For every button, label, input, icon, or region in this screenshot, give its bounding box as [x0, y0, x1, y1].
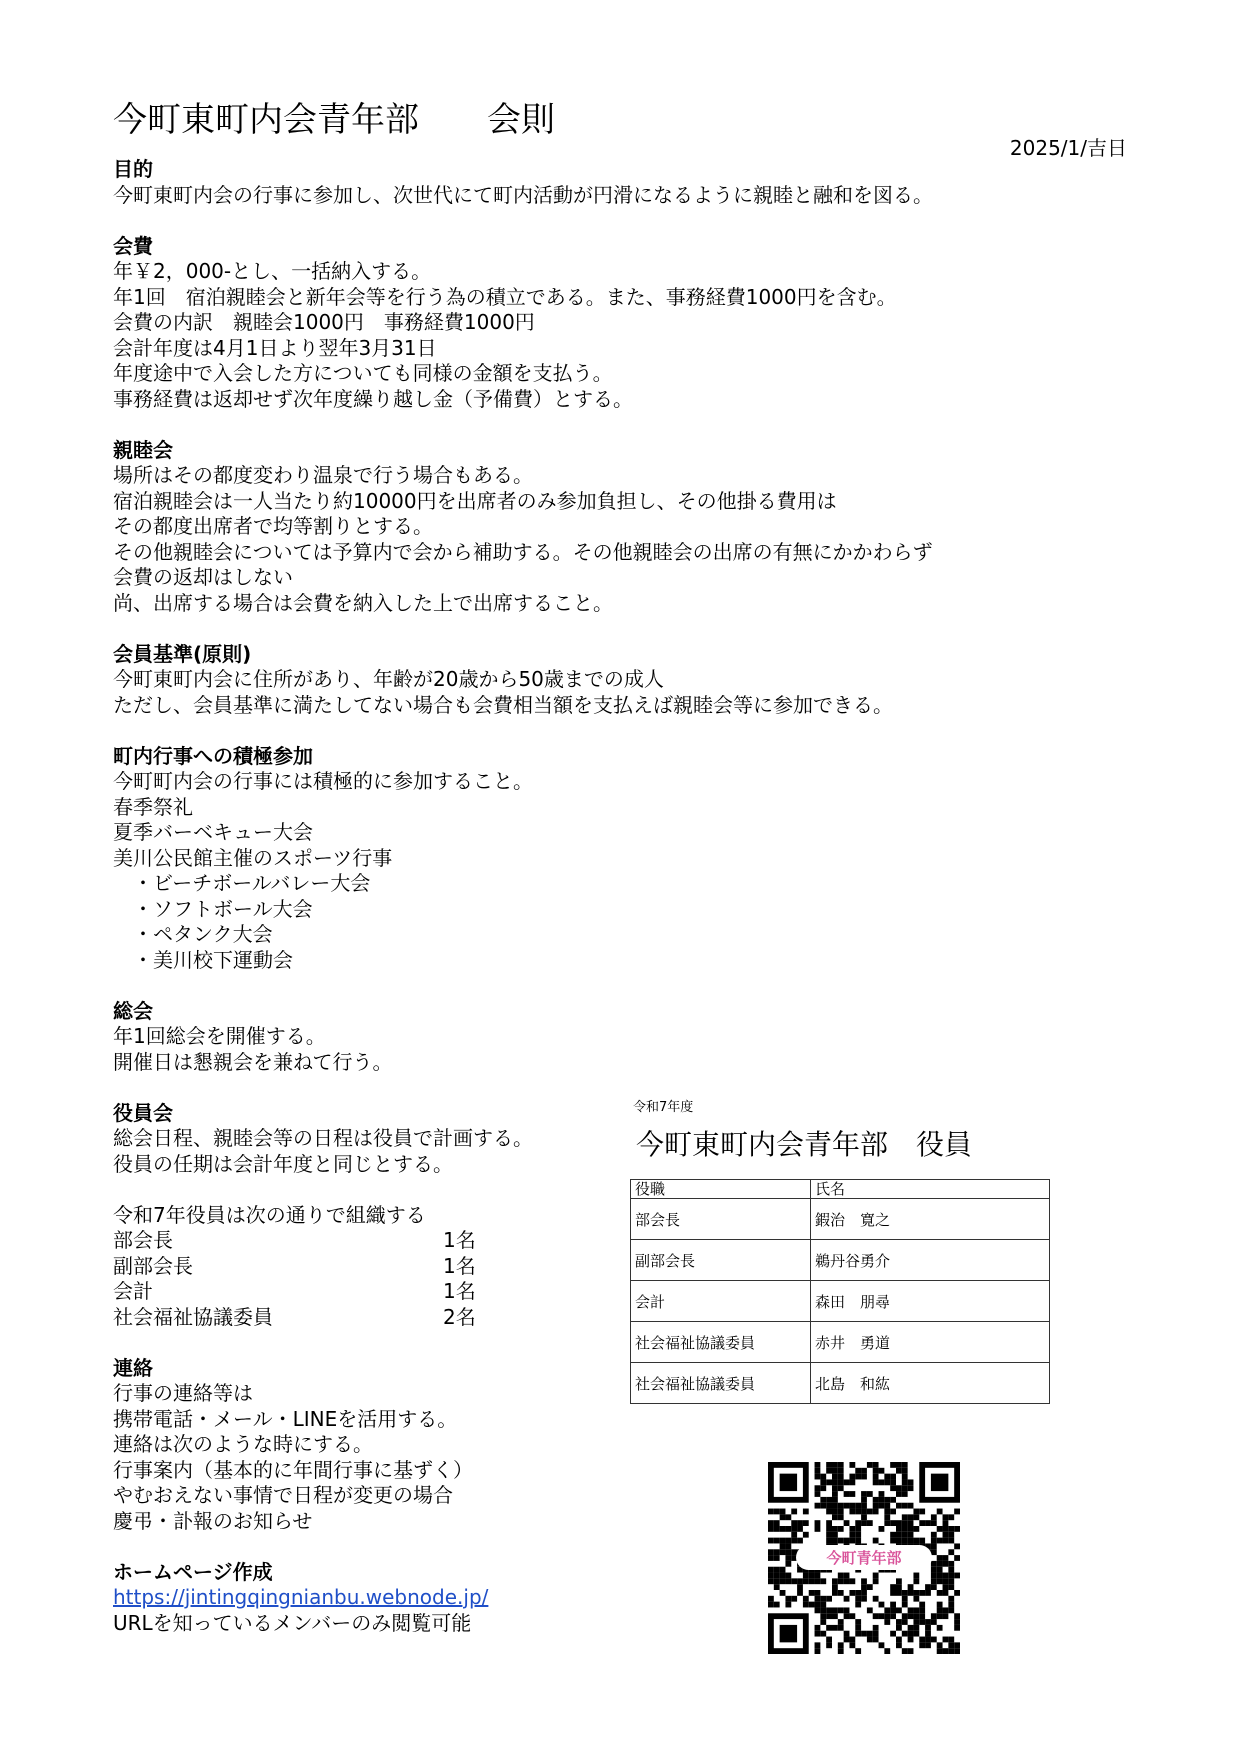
table-row	[631, 1281, 1050, 1322]
section-events	[113, 744, 1013, 974]
section-line: 連絡は次のような時にする。	[113, 1432, 373, 1456]
section-line: ただし、会員基準に満たしてない場合も会費相当額を支払えば親睦会等に参加できる。	[113, 692, 893, 717]
section-line: 総会日程、親睦会等の日程は役員で計画する。	[113, 1126, 533, 1150]
section-line: 会費の内訳 親睦会1000円 事務経費1000円	[113, 310, 535, 334]
section-line: 年度途中で入会した方についても同様の金額を支払う。	[113, 361, 613, 385]
homepage-link[interactable]: https://jintingqingnianbu.webnode.jp/	[113, 1585, 489, 1609]
section-line: 慶弔・訃報のお知らせ	[113, 1508, 313, 1533]
org-count: 1名	[443, 1253, 476, 1278]
officer-name: 鵜丹谷勇介	[811, 1240, 1050, 1281]
org-count: 1名	[443, 1228, 476, 1252]
org-row	[113, 1228, 493, 1254]
officer-role: 社会福祉協議委員	[631, 1322, 811, 1363]
section-line: ・美川校下運動会	[113, 947, 293, 972]
org-row	[113, 1279, 493, 1305]
section-line: 会費の返却はしない	[113, 565, 293, 589]
table-header-row	[631, 1180, 1050, 1199]
section-line: 宿泊親睦会は一人当たり約10000円を出席者のみ参加負担し、その他掛る費用は	[113, 488, 837, 513]
section-heading: 目的	[113, 157, 153, 181]
section-line: その他親睦会については予算内で会から補助する。その他親睦会の出席の有無にかかわらず	[113, 539, 933, 564]
section-purpose	[113, 157, 1013, 208]
table-row	[631, 1322, 1050, 1363]
section-heading: 会費	[113, 233, 153, 258]
qr-code[interactable]	[768, 1462, 960, 1654]
section-line: その都度出席者で均等割りとする。	[113, 514, 433, 538]
section-line: 美川公民館主催のスポーツ行事	[113, 845, 393, 870]
section-general-meeting	[113, 999, 1013, 1076]
officers-title: 今町東町内会青年部 役員	[636, 1128, 973, 1161]
section-heading: 親睦会	[113, 437, 173, 462]
section-heading: 会員基準(原則)	[113, 641, 252, 666]
officer-name: 鍜治 寛之	[811, 1199, 1050, 1240]
org-role: 部会長	[113, 1228, 173, 1252]
section-line: ・ペタンク大会	[113, 922, 273, 946]
org-intro: 令和7年役員は次の通りで組織する	[113, 1202, 426, 1227]
section-line: 携帯電話・メール・LINEを活用する。	[113, 1406, 458, 1431]
section-line: 役員の任期は会計年度と同じとする。	[113, 1151, 453, 1176]
table-row	[631, 1363, 1050, 1404]
officer-role: 社会福祉協議委員	[631, 1363, 811, 1404]
officer-name: 森田 朋尋	[811, 1281, 1050, 1322]
section-line: 今町東町内会の行事に参加し、次世代にて町内活動が円滑になるように親睦と融和を図る。	[113, 182, 933, 207]
section-heading: 町内行事への積極参加	[113, 743, 313, 768]
section-social	[113, 438, 1013, 617]
section-line: 会計年度は4月1日より翌年3月31日	[113, 335, 437, 360]
org-count: 1名	[443, 1279, 476, 1303]
officer-role: 会計	[631, 1281, 811, 1322]
officers-year: 令和7年度	[633, 1100, 694, 1115]
section-line: 尚、出席する場合は会費を納入した上で出席すること。	[113, 590, 613, 615]
document-title: 今町東町内会青年部 会則	[113, 100, 555, 140]
table-row	[631, 1199, 1050, 1240]
section-membership	[113, 642, 1013, 719]
rules-body	[113, 157, 1013, 1662]
section-line: やむおえない事情で日程が変更の場合	[113, 1483, 453, 1507]
officer-name: 赤井 勇道	[811, 1322, 1050, 1363]
section-line: 場所はその都度変わり温泉で行う場合もある。	[113, 463, 533, 487]
section-line: 今町町内会の行事には積極的に参加すること。	[113, 769, 533, 793]
section-heading: 連絡	[113, 1355, 153, 1380]
officer-role: 部会長	[631, 1199, 811, 1240]
column-header-role: 役職	[631, 1180, 811, 1199]
section-heading: 総会	[113, 998, 153, 1023]
org-count: 2名	[443, 1304, 476, 1329]
section-line: 開催日は懇親会を兼ねて行う。	[113, 1049, 393, 1074]
officers-panel	[630, 1096, 1050, 1404]
section-line: 事務経費は返却せず次年度繰り越し金（予備費）とする。	[113, 386, 633, 411]
section-heading: 役員会	[113, 1100, 173, 1125]
org-row	[113, 1254, 493, 1280]
section-fee	[113, 234, 1013, 413]
org-role: 会計	[113, 1279, 153, 1303]
org-role: 社会福祉協議委員	[113, 1304, 273, 1329]
table-row	[631, 1240, 1050, 1281]
section-line: 年1回 宿泊親睦会と新年会等を行う為の積立である。また、事務経費1000円を含む。	[113, 284, 897, 309]
section-line: 年￥2，000-とし、一括納入する。	[113, 259, 432, 283]
section-line: 春季祭礼	[113, 794, 193, 819]
section-line: 年1回総会を開催する。	[113, 1024, 326, 1048]
section-line: ・ソフトボール大会	[113, 896, 313, 921]
section-line: 行事案内（基本的に年間行事に基ずく）	[113, 1457, 473, 1482]
section-line: 行事の連絡等は	[113, 1381, 253, 1405]
homepage-note: URLを知っているメンバーのみ閲覧可能	[113, 1610, 472, 1635]
org-role: 副部会長	[113, 1253, 193, 1278]
officers-table	[630, 1179, 1050, 1404]
column-header-name: 氏名	[811, 1180, 1050, 1199]
document-date: 2025/1/吉日	[1009, 136, 1127, 160]
section-heading: ホームページ作成	[113, 1559, 273, 1584]
qr-label: 今町青年部	[796, 1545, 932, 1570]
org-row	[113, 1305, 493, 1331]
officer-role: 副部会長	[631, 1240, 811, 1281]
section-line: ・ビーチボールバレー大会	[113, 871, 371, 895]
section-line: 今町東町内会に住所があり、年齢が20歳から50歳までの成人	[113, 667, 664, 691]
section-line: 夏季バーベキュー大会	[113, 820, 313, 844]
officer-name: 北島 和紘	[811, 1363, 1050, 1404]
